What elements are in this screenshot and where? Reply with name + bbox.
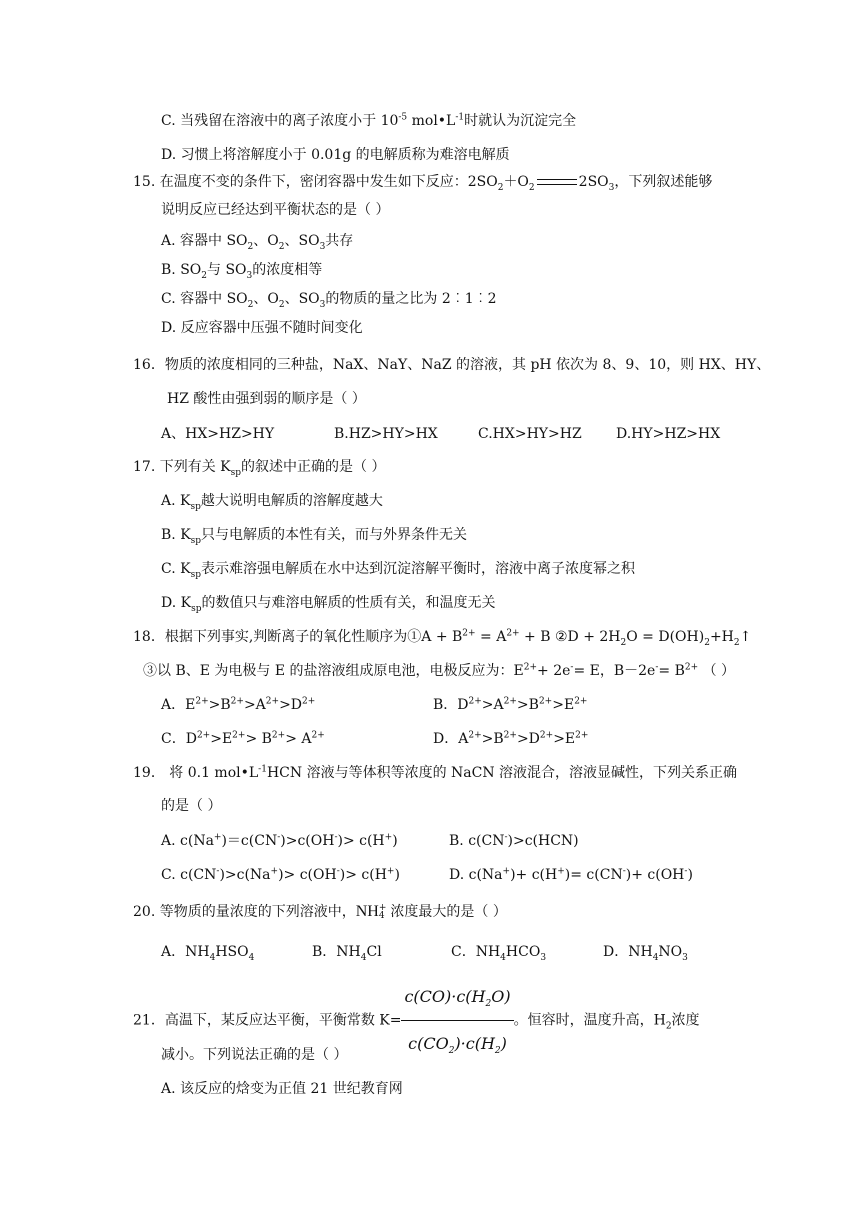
- q20-stem: 20. 等物质的量浓度的下列溶液中，NH + 4 浓度最大的是（ ）: [133, 903, 507, 921]
- q19-option-d: D. c(Na+)+ c(H+)= c(CN-)+ c(OH-): [449, 866, 693, 883]
- q16-option-a: A、HX>HZ>HY: [161, 426, 275, 442]
- q18-option-d: D．$A^{2+}>B^{2+}>D^{2+}>E^{2+}$: [433, 730, 589, 747]
- equilibrium-constant-fraction: $\frac{c(CO)\cdot c(H_2O)}{c(CO_2)\cdot c(H_2)}$: [401, 975, 513, 1066]
- q14-option-d: D. 习惯上将溶解度小于 0.01g 的电解质称为难溶电解质: [161, 147, 510, 163]
- q18-option-b: B．$D^{2+}>A^{2+}>B^{2+}>E^{2+}$: [433, 696, 588, 713]
- q20-option-c: C．$NH_4HCO_3$: [451, 944, 547, 963]
- q15-stem-line1: 15. 在温度不变的条件下，密闭容器中发生如下反应：$2SO_2+O_2$ $2SO_3$，下列叙述能够: [133, 174, 713, 193]
- q18-option-c: C．$D^{2+}>E^{2+}> B^{2+}> A^{2+}$: [161, 730, 325, 747]
- q19-stem-line2: 的是（ ）: [161, 798, 222, 814]
- q15-stem-line2: 说明反应已经达到平衡状态的是（ ）: [161, 202, 390, 218]
- q16-option-d: D.HY>HZ>HX: [616, 426, 721, 442]
- q19-stem-line1: 19． 将 0.1 $mol•L^{-1}HCN$ 溶液与等体积等浓度的 NaCN 溶液混合，溶液显碱性，下列关系正确: [133, 764, 738, 781]
- q17-option-b: B. $K_{sp}$只与电解质的本性有关，而与外界条件无关: [161, 527, 468, 546]
- q19-option-c: C. c(CN-)>c(Na+)> c(OH-)> c(H+): [161, 866, 400, 883]
- q20-option-d: D．$NH_4NO_3$: [603, 944, 688, 963]
- q18-stem-line2: ③以 B、E 为电极与 E 的盐溶液组成原电池，电极反应为：$E^{2+}+ 2e^-= E$，$B-2e^-= B^{2+}$ （ ）: [143, 662, 736, 679]
- q17-option-d: D. $K_{sp}$的数值只与难溶电解质的性质有关，和温度无关: [161, 595, 496, 614]
- q15-option-d: D. 反应容器中压强不随时间变化: [161, 320, 363, 336]
- q15-option-c: C. 容器中 $SO_2$、$O_2$、$SO_3$的物质的量之比为 2︰1︰2: [161, 291, 497, 310]
- q21-stem-line2: 减小。下列说法正确的是（ ）: [161, 1047, 348, 1063]
- q17-option-c: C. $K_{sp}$表示难溶强电解质在水中达到沉淀溶解平衡时，溶液中离子浓度幂之积: [161, 561, 635, 580]
- q18-option-a: A．$E^{2+}>B^{2+}>A^{2+}>D^{2+}$: [161, 696, 316, 713]
- q15-option-a: A. 容器中 $SO_2$、$O_2$、$SO_3$共存: [161, 233, 354, 252]
- q16-option-b: B.HZ>HY>HX: [334, 426, 438, 442]
- q17-stem: 17. 下列有关 $K_{sp}$的叙述中正确的是（ ）: [133, 459, 386, 478]
- q19-option-a: A. c(Na+)＝c(CN-)>c(OH-)> c(H+): [161, 832, 398, 849]
- equilibrium-arrow-icon: [537, 178, 577, 186]
- q20-option-a: A．$NH_4HSO_4$: [161, 944, 255, 963]
- q15-option-b: B. $SO_2$与 $SO_3$的浓度相等: [161, 262, 323, 281]
- q21-option-a: A. 该反应的焓变为正值 21 世纪教育网: [161, 1081, 403, 1097]
- q16-stem-line1: 16．物质的浓度相同的三种盐，NaX、NaY、NaZ 的溶液，其 pH 依次为 8、9、10，则 HX、HY、: [133, 357, 771, 373]
- q14-option-c: C. 当残留在溶液中的离子浓度小于 $10^{-5}$ $mol•L^{-1}$时就认为沉淀完全: [161, 112, 577, 129]
- q16-option-c: C.HX>HY>HZ: [478, 426, 582, 442]
- q18-stem-line1: 18．根据下列事实,判断离子的氧化性顺序为①A + $B^{2+} = A^{2+} + B$ ②D + $2H_2O$ = $D(OH)_2+H_2↑$: [133, 628, 752, 648]
- q17-option-a: A. $K_{sp}$越大说明电解质的溶解度越大: [161, 493, 383, 512]
- q16-stem-line2: HZ 酸性由强到弱的顺序是（ ）: [167, 391, 366, 407]
- q19-option-b: B. c(CN-)>c(HCN): [449, 832, 579, 849]
- q21-stem-line1: 21．高温下，某反应达平衡，平衡常数 K= $\frac{c(CO)\cdot c(H_2O)}{c(CO_2)\cdot c(H_2)}$ 。恒容时，温度升高，$H_2$浓度: [133, 975, 700, 1066]
- q20-option-b: B．$NH_4Cl$: [312, 944, 382, 963]
